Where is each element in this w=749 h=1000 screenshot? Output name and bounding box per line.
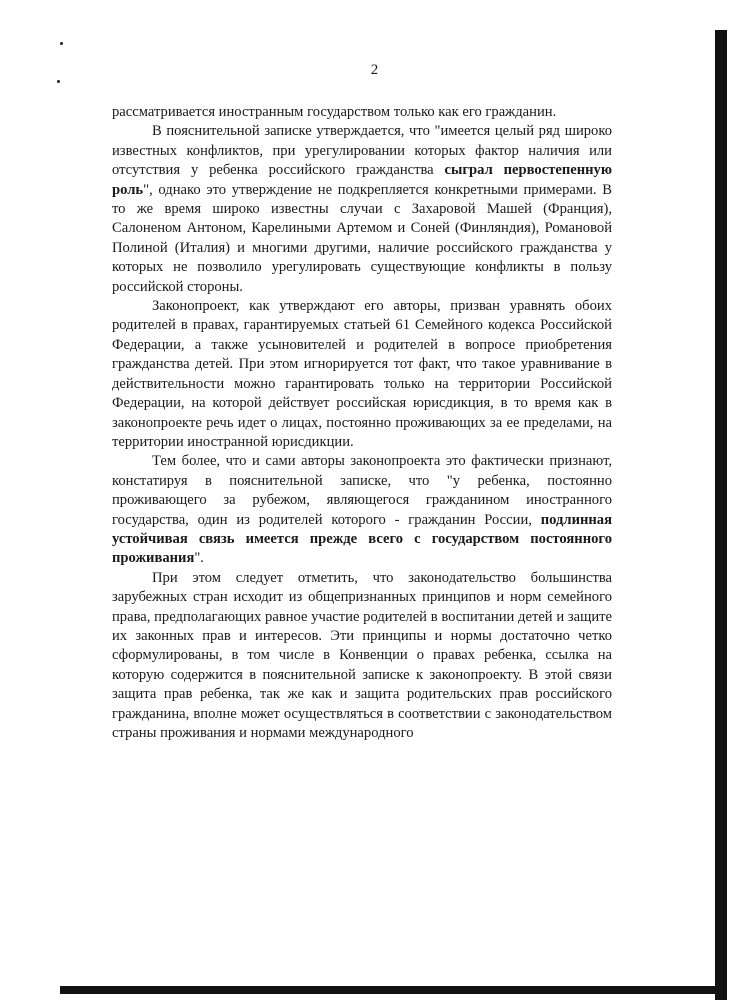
emphasis-text: подлинная устойчивая связь имеется прежде всего с государством постоянного проживания (112, 511, 612, 567)
paragraph (112, 452, 612, 568)
scan-edge-bottom (60, 986, 727, 994)
paragraph-text: Тем более, что и сами авторы законопроекта это фактически признают, констатируя в пояснительной записке, что "у ребенка, постоянно проживающего за рубежом, являющегося гражданином иностранного государства, один из родителей которого - гражданин России, (112, 453, 612, 528)
paragraph: рассматривается иностранным государством только как его гражданин. (112, 104, 557, 120)
scan-speck (57, 80, 60, 83)
paragraph-text: ", однако это утверждение не подкрепляется конкретными примерами. В то же время широко известны случаи с Захаровой Машей (Франция), Салоненом Антоном, Карелиными Артемом и Соней (Финляндия), Романовой Полиной (Италия) и многими другими, наличие российского гражданства у которых не позволило урегулировать существующие конфликты в пользу российской стороны. (112, 181, 612, 295)
scan-edge-right (715, 30, 727, 1000)
paragraph (112, 122, 612, 297)
paragraph-text: В пояснительной записке утверждается, что "имеется целый ряд широко известных конфликтов, при урегулировании которых фактор наличия или отсутствия у ребенка российского гражданства (112, 123, 612, 179)
paragraph-text: ". (194, 550, 204, 567)
emphasis-text: сыграл первостепенную роль (112, 162, 612, 198)
paragraph: При этом следует отметить, что законодательство большинства зарубежных стран исходит из общепризнанных принципов и норм семейного права, предполагающих равное участие родителей в воспитании детей и защите их законных прав и интересов. Эти принципы и нормы достаточно четко сформулированы, в том числе в Конвенции о правах ребенка, ссылка на которую содержится в пояснительной записке к законопроекту. В этой связи защита прав ребенка, так же как и защита родительских прав российского гражданина, вполне может осуществляться в соответствии с законодательством страны проживания и нормами международного (112, 569, 612, 741)
document-body (112, 103, 612, 743)
paragraph: Законопроект, как утверждают его авторы, призван уравнять обоих родителей в правах, гарантируемых статьей 61 Семейного кодекса Российской Федерации, а также усыновителей и родителей в вопросе приобретения гражданства детей. При этом игнорируется тот факт, что такое уравнивание в действительности можно гарантировать только на территории Российской Федерации, на которой действует российская юрисдикция, в то время как в законопроекте речь идет о лицах, постоянно проживающих за ее пределами, на территории иностранной юрисдикции. (112, 298, 612, 450)
page-number: 2 (370, 62, 379, 78)
scan-speck (60, 42, 63, 45)
